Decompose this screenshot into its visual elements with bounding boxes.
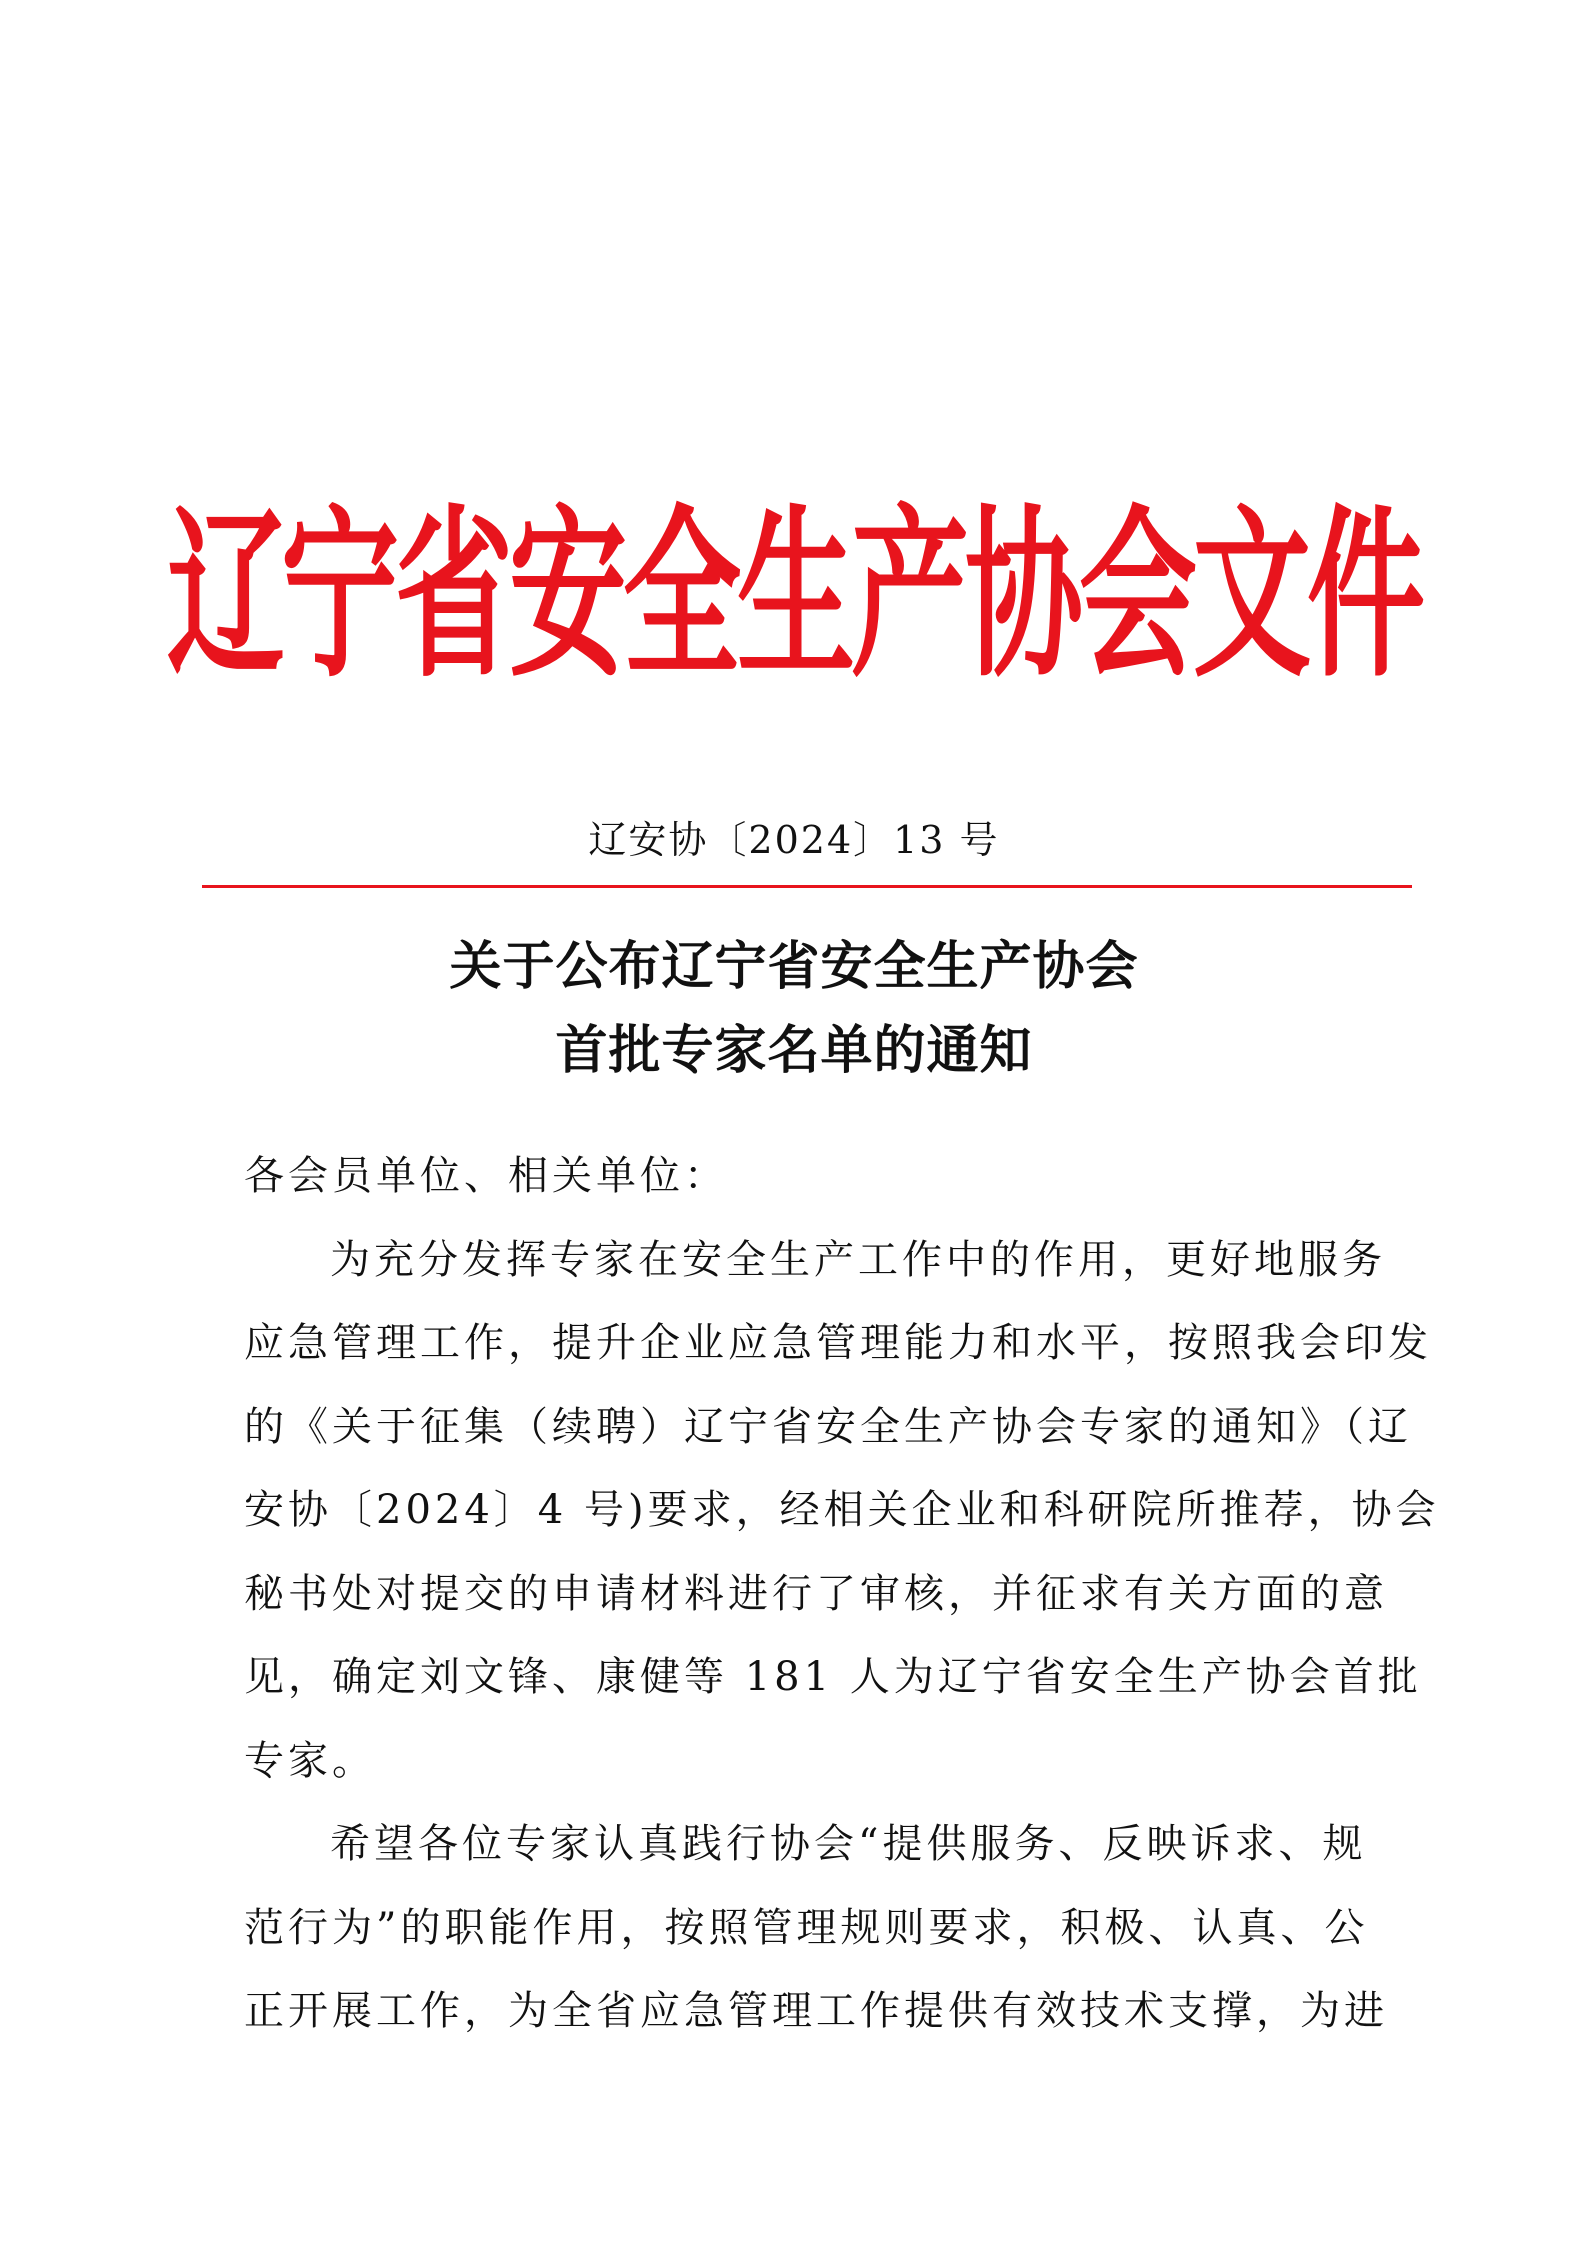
paragraph-2-line-1: 希望各位专家认真践行协会“提供服务、反映诉求、规 (330, 1821, 1367, 1867)
paragraph-1-line-7: 专家。 (244, 1737, 376, 1784)
notice-title-line-1: 关于公布辽宁省安全生产协会 (449, 936, 1139, 997)
notice-title (0, 925, 1588, 1093)
paragraph-2-line-3: 正开展工作，为全省应急管理工作提供有效技术支撑，为进 (244, 1988, 1388, 2034)
salutation: 各会员单位、相关单位： (244, 1153, 728, 1199)
red-divider-line (202, 885, 1412, 888)
paragraph-2-line-2: 范行为”的职能作用，按照管理规则要求，积极、认真、公 (244, 1904, 1369, 1951)
masthead-title: 辽宁省安全生产协会文件 (167, 486, 1422, 702)
notice-title-line-2: 首批专家名单的通知 (555, 1020, 1033, 1081)
paragraph-1-line-3: 的《关于征集（续聘）辽宁省安全生产协会专家的通知》（辽 (244, 1403, 1412, 1450)
paragraph-1-line-1: 为充分发挥专家在安全生产工作中的作用，更好地服务 (330, 1236, 1386, 1283)
paragraph-1-line-4: 安协〔2024〕4 号)要求，经相关企业和科研院所推荐，协会 (244, 1487, 1440, 1533)
paragraph-1-line-2: 应急管理工作，提升企业应急管理能力和水平，按照我会印发 (244, 1320, 1432, 1366)
document-number: 辽安协〔2024〕13 号 (588, 818, 1000, 862)
notice-body (244, 1135, 1440, 2054)
paragraph-1-line-6: 见，确定刘文锋、康健等 181 人为辽宁省安全生产协会首批 (244, 1654, 1422, 1700)
paragraph-1-line-5: 秘书处对提交的申请材料进行了审核，并征求有关方面的意 (244, 1570, 1388, 1617)
